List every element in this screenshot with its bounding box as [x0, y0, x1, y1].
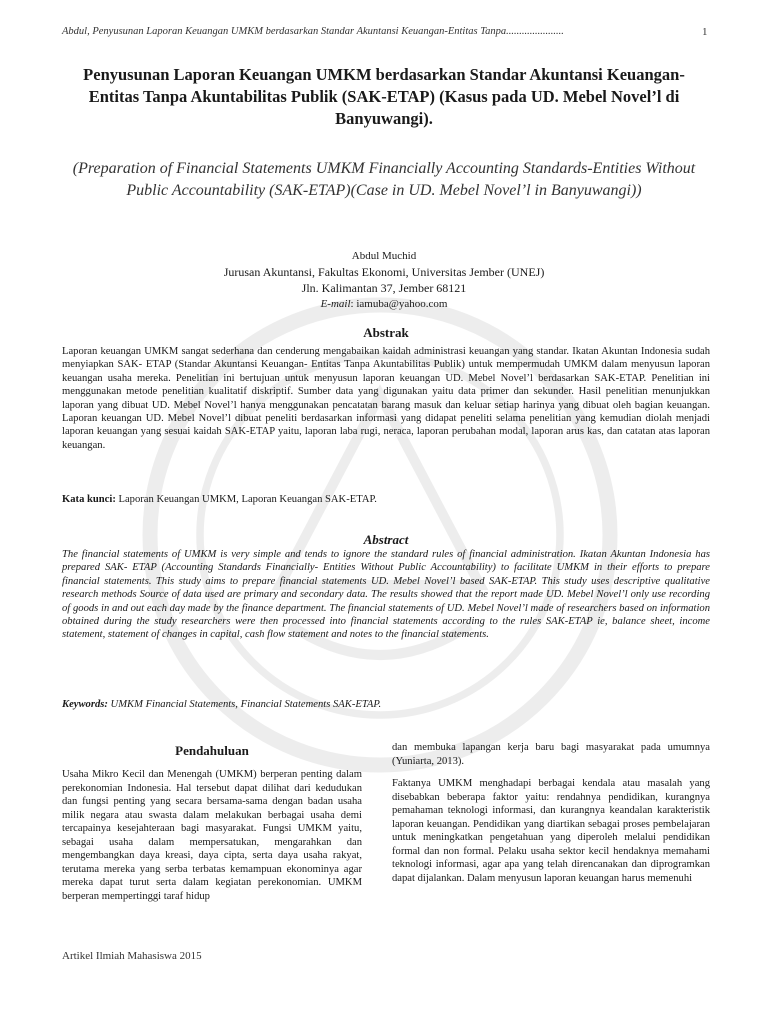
page-footer: Artikel Ilmiah Mahasiswa 2015	[62, 950, 202, 962]
author-block	[70, 248, 698, 312]
author-email-line	[70, 296, 698, 312]
abstrak-text: Laporan keuangan UMKM sangat sederhana dan cenderung mengabaikan kaidah administrasi keuangan yang standar. Ikatan Akuntan Indonesia sudah menyiapkan SAK- ETAP (Standar Akuntansi Keuangan- Entitas Tanpa Akuntabilitas Publik) untuk mempermudah UMKM dalam menyusun laporan keuangan usaha mereka. Penelitian ini bertujuan untuk menyusun laporan keuangan UD. Mebel Novel’l berdasarkan SAK-ETAP. Penelitian ini menggunakan metode penelitian kualitatif diskriptif. Sumber data yang digunakan yaitu data primer dan sekunder. Hasil penelitian menunjukkan laporan yang dibuat UD. Mebel Novel’l hanya menggunakan pencatatan barang masuk dan keluar setiap harinya yang dibuat oleh bagian keuangan. Laporan keuangan UD. Mebel Novel’l dibuat peneliti berdasarkan informasi yang didapat peneliti selama penelitian yang kemudian diolah menjadi laporan keuangan yang sesuai kaidah SAK-ETAP yaitu, laporan laba rugi, neraca, laporan perubahan modal, laporan arus kas, dan catatan atas laporan keuangan.	[62, 346, 710, 451]
keywords-text: UMKM Financial Statements, Financial Statements SAK-ETAP.	[107, 699, 382, 710]
paper-title: Penyusunan Laporan Keuangan UMKM berdasarkan Standar Akuntansi Keuangan-Entitas Tanpa Akuntabilitas Publik (SAK-ETAP) (Kasus pada UD. Mebel Novel’l di Banyuwangi).	[83, 65, 685, 128]
right-paragraph-1: dan membuka lapangan kerja baru bagi masyarakat pada umumnya (Yuniarta, 2013).	[392, 742, 710, 767]
right-paragraph-2: Faktanya UMKM menghadapi berbagai kendala atau masalah yang disebabkan beberapa faktor yaitu: rendahnya pendidikan, kurangnya pemahaman teknologi informasi, dan kurangnya keandalan karakteristik laporan keuangan. Pendidikan yang diartikan sebagai proses pembelajaran untuk meningkatkan pengetahuan yang diperoleh melalui pendidikan formal dan non formal. Pelaku usaha sektor kecil hendaknya memahami teknologi informasi, agar apa yang telah direncanakan dan diprogramkan dapat dijalankan. Dalam menyusun laporan keuangan harus memenuhi	[392, 778, 710, 884]
section-heading-pendahuluan: Pendahuluan	[175, 743, 249, 758]
author-affiliation: Jurusan Akuntansi, Fakultas Ekonomi, Universitas Jember (UNEJ)	[223, 265, 545, 279]
abstract-heading: Abstract	[363, 532, 409, 547]
author-email: : iamuba@yahoo.com	[350, 298, 448, 310]
left-column	[62, 768, 362, 912]
right-column	[392, 741, 710, 894]
paper-subtitle: (Preparation of Financial Statements UMKM Financially Accounting Standards-Entities Without Public Accountability (SAK-ETAP)(Case in UD. Mebel Novel’l in Banyuwangi))	[72, 160, 696, 199]
author-address: Jln. Kalimantan 37, Jember 68121	[301, 281, 467, 295]
left-paragraph: Usaha Mikro Kecil dan Menengah (UMKM) berperan penting dalam perekonomian Indonesia. Hal tersebut dapat dilihat dari kedudukan dan fungsi penting yang secara bersama-sama dengan badan usaha milik negara atau swasta dalam melakukan berbagai usaha demi tercapainya kesejahteraan bagi masyarakat. Fungsi UMKM yaitu, sebagai usaha dalam mempersatukan, mengarahkan dan mengembangkan daya kreasi, daya cipta, serta daya usaha rakyat, terutama mereka yang serba terbatas kemampuan ekonominya agar mereka dapat turut serta dalam kegiatan perekonomian. UMKM berperan mempertinggi taraf hidup	[62, 769, 362, 902]
email-label: E-mail	[320, 298, 351, 310]
kata-kunci-text: Laporan Keuangan UMKM, Laporan Keuangan SAK-ETAP.	[115, 494, 377, 505]
abstract-text: The financial statements of UMKM is very simple and tends to ignore the standard rules of financial administration. Ikatan Akuntan Indonesia has prepared SAK- ETAP (Accounting Standards Financially- Entities Without Public Accountability) to facilitate UMKM in their efforts to prepare financial statements. This study aims to prepare financial statements UD. Mebel Novel’l based SAK-ETAP. This study uses descriptive qualitative research methods Source of data used are primary and secondary data. The results showed that the report made UD. Mebel Novel’l only use recording of goods in and out each day made by the finance department. The financial statements of UD. Mebel Novel’l made of researchers based on information obtained during the study researchers were then processed into financial statements according to the rules SAK-ETAP ie, balance sheet, income statement, statement of changes in capital, cash flow statement and notes to the financial statements.	[62, 549, 710, 641]
abstrak-heading: Abstrak	[363, 325, 409, 340]
kata-kunci-label: Kata kunci:	[62, 494, 116, 505]
author-name: Abdul Muchid	[351, 250, 417, 262]
kata-kunci	[62, 494, 710, 505]
running-head: Abdul, Penyusunan Laporan Keuangan UMKM berdasarkan Standar Akuntansi Keuangan-Entitas Tanpa......................	[62, 26, 564, 37]
keywords	[62, 699, 710, 710]
page-number: 1	[702, 26, 708, 38]
keywords-label: Keywords:	[62, 699, 108, 710]
